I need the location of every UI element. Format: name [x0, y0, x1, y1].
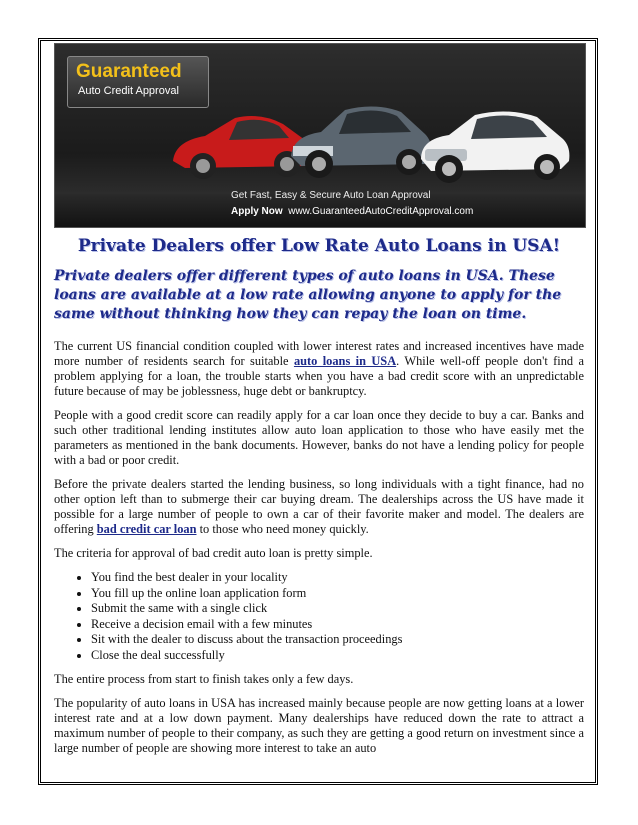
banner-apply-line [231, 206, 473, 217]
list-item: • Submit the same with a single click [91, 601, 584, 617]
paragraph-1-start: The current US financial condition coupled with lower interest rates and increased incentives have made more number of residents search for suitable [54, 339, 584, 368]
auto-loans-in-usa-link[interactable]: auto loans in USA [293, 354, 397, 368]
list-item: • You fill up the online loan application form [91, 586, 584, 602]
banner-image [54, 43, 586, 228]
banner-url: www.GuaranteedAutoCreditApproval.com [288, 206, 474, 217]
list-item: • Sit with the dealer to discuss about the transaction proceedings [91, 632, 584, 648]
document-content [54, 43, 584, 755]
paragraph-1 [54, 339, 584, 399]
banner-tagline: Get Fast, Easy & Secure Auto Loan Approval [231, 190, 431, 201]
paragraph-1-end: . While well-off people don't find a problem applying for a loan, the trouble starts when you have a bad credit score with an unpredictable future because of may be joblessness, huge debt or bankruptcy. [54, 354, 584, 398]
paragraph-3 [54, 477, 584, 537]
list-item: • Receive a decision email with a few minutes [91, 617, 584, 633]
list-item: • You find the best dealer in your locality [91, 570, 584, 586]
paragraph-2: People with a good credit score can readily apply for a car loan once they decide to buy a car. Banks and such other traditional lending institutes allow auto loan application to those who have easily met the parameters as mentioned in the bank documents. However, banks do not have a lending policy for people with a bad or poor credit. [54, 408, 584, 467]
apply-now-label: Apply Now [231, 206, 283, 217]
bad-credit-car-loan-link[interactable]: bad credit car loan [96, 522, 197, 536]
list-item: • Close the deal successfully [91, 648, 584, 664]
lead-paragraph: Private dealers offer different types of auto loans in USA. These loans are available at a low rate allowing anyone to apply for the same without thinking how they can repay the loan on time. [54, 268, 562, 322]
logo [67, 56, 209, 108]
logo-title: Guaranteed [76, 61, 182, 82]
paragraph-6: The popularity of auto loans in USA has increased mainly because people are now getting loans at a lower interest rate and at a low down payment. Many dealerships have reduced down the rate to attract a maximum number of people to their company, as such they are getting a good return on investment since a large number of people are showing more interest to take an auto [54, 696, 584, 755]
paragraph-5: The entire process from start to finish takes only a few days. [54, 672, 354, 686]
article-body [54, 339, 584, 765]
gray-car-icon [285, 94, 435, 184]
paragraph-4: The criteria for approval of bad credit auto loan is pretty simple. [54, 546, 373, 560]
paragraph-3-start: Before the private dealers started the lending business, so long individuals with a tight finance, had no other option left than to submerge their car buying dream. The dealerships across the US have made it possible for a large number of people to own a car of their favorite maker and model. The dealers are offering [54, 477, 584, 536]
paragraph-3-end: to those who need money quickly. [196, 522, 369, 536]
page-title: Private Dealers offer Low Rate Auto Loans in USA! [77, 236, 561, 256]
steps-list [54, 570, 584, 663]
white-car-icon [415, 99, 575, 189]
logo-subtitle: Auto Credit Approval [78, 85, 179, 97]
